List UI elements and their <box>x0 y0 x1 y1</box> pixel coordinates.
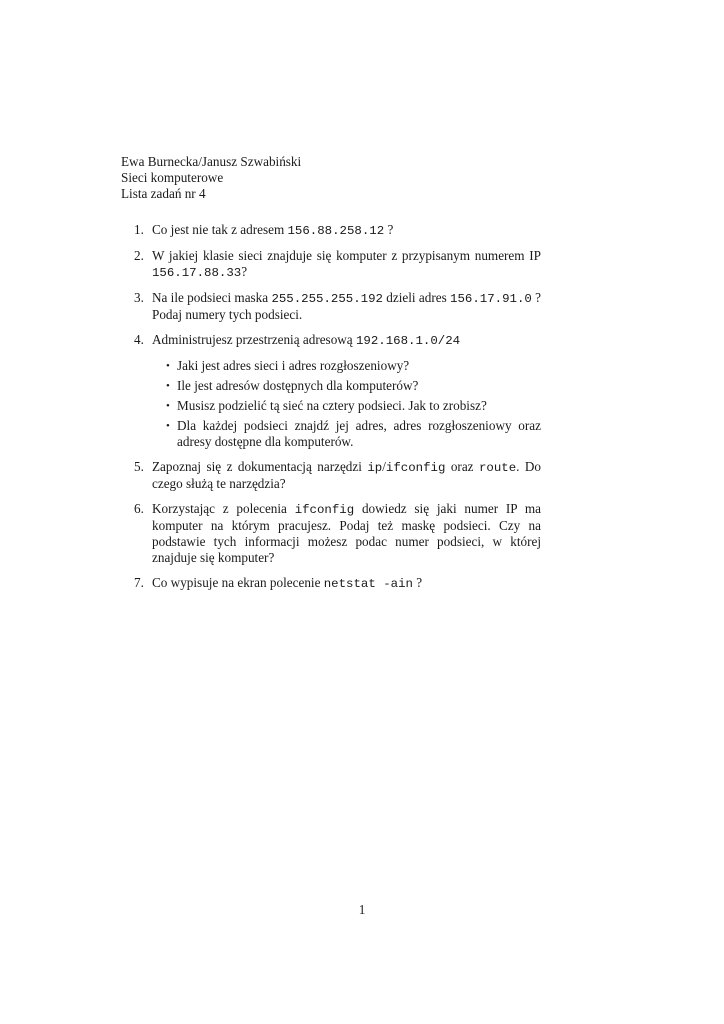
subquestion-item <box>152 398 541 414</box>
problem-text: ? Podaj numery tych podsieci. <box>152 290 541 322</box>
list-title: Lista zadań nr 4 <box>121 186 206 201</box>
subquestion-text: Jaki jest adres sieci i adres rozgłoszeniowy? <box>177 358 410 373</box>
ip-address-code: 156.88.258.12 <box>287 224 385 238</box>
bullet-icon: • <box>166 360 170 372</box>
ip-address-code: 156.17.91.0 <box>450 292 532 306</box>
problem-text: Na ile podsieci maska <box>152 290 272 305</box>
bullet-icon: • <box>166 380 170 392</box>
subquestion-item <box>152 378 541 394</box>
problem-3 <box>121 290 541 323</box>
bullet-icon: • <box>166 420 170 432</box>
address-space-code: 192.168.1.0/24 <box>355 334 461 348</box>
problem-number: 4. <box>134 332 144 347</box>
problem-text: Co wypisuje na ekran polecenie <box>152 575 324 590</box>
problem-text: Co jest nie tak z adresem <box>152 222 288 237</box>
subquestion-text: Dla każdej podsieci znajdź jej adres, adres rozgłoszeniowy oraz adresy dostępne dla komputerów. <box>177 418 541 449</box>
problem-number: 1. <box>134 222 144 237</box>
subquestion-list <box>152 358 541 450</box>
problem-4 <box>121 332 541 450</box>
problem-text: Korzystając z polecenia <box>152 501 295 516</box>
problem-text: dowiedz się jaki numer IP ma komputer na którym pracujesz. Podaj też maskę podsieci. Czy na podstawie tych informacji możesz podac numer podsieci, w której znajduje się komputer? <box>152 501 541 565</box>
problem-text: . Do czego służą te narzędzia? <box>152 459 542 491</box>
problem-number: 5. <box>134 459 144 474</box>
problem-6 <box>121 501 541 566</box>
document-header <box>121 154 551 202</box>
problem-text: Administrujesz przestrzenią adresową <box>152 332 356 347</box>
command-code: route <box>478 461 517 475</box>
problem-number: 7. <box>134 575 144 590</box>
problem-text: W jakiej klasie sieci znajduje się komputer z przypisanym numerem IP <box>152 248 541 263</box>
ip-address-code: 156.17.88.33 <box>152 266 242 280</box>
authors: Ewa Burnecka/Janusz Szwabiński <box>121 154 302 169</box>
problem-text: oraz <box>445 459 479 474</box>
command-code: netstat -ain <box>323 577 413 591</box>
problem-5 <box>121 459 541 492</box>
problem-text: Zapoznaj się z dokumentacją narzędzi <box>152 459 368 474</box>
subquestion-text: Musisz podzielić tą sieć na cztery podsieci. Jak to zrobisz? <box>177 398 487 413</box>
problem-list <box>121 222 541 592</box>
command-code: ifconfig <box>385 461 446 475</box>
problem-2 <box>121 248 541 281</box>
problem-number: 6. <box>134 501 144 516</box>
problem-text: ? <box>384 222 394 237</box>
subnet-mask-code: 255.255.255.192 <box>271 292 383 306</box>
problem-text: ? <box>241 264 248 279</box>
problem-text: dzieli adres <box>382 290 451 305</box>
command-code: ip <box>367 461 383 475</box>
problem-7 <box>121 575 541 592</box>
subquestion-text: Ile jest adresów dostępnych dla komputerów? <box>177 378 419 393</box>
command-code: ifconfig <box>294 503 355 517</box>
problem-text: ? <box>412 575 423 590</box>
subquestion-item <box>152 358 541 374</box>
page-number: 1 <box>358 902 366 917</box>
bullet-icon: • <box>166 400 170 412</box>
separator-text: / <box>382 459 386 474</box>
subquestion-item <box>152 418 541 450</box>
problem-number: 3. <box>134 290 144 305</box>
problem-number: 2. <box>134 248 144 263</box>
course-title: Sieci komputerowe <box>121 170 224 185</box>
problem-1 <box>121 222 541 239</box>
